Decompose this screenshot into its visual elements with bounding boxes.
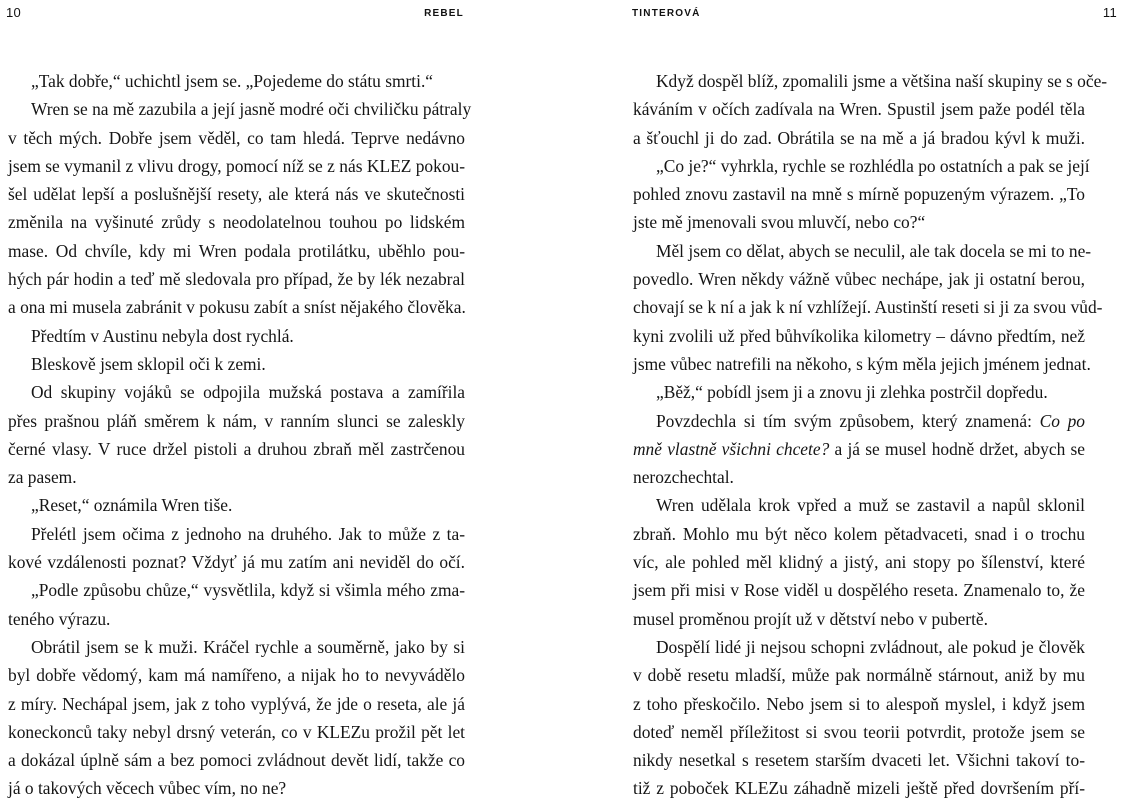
- text-line-content: teného výrazu.: [8, 608, 111, 629]
- text-line: [8, 718, 465, 746]
- text-line-content: Když dospěl blíž, zpomalili jsme a většina naší skupiny se s oče-: [656, 71, 1108, 91]
- text-line-content: za pasem.: [8, 467, 77, 488]
- text-line: [8, 463, 465, 491]
- text-line-content: Od skupiny vojáků se odpojila mužská postava a zamířila: [31, 382, 465, 403]
- text-line-content: jste mě jmenovali svou mluvčí, nebo co?“: [633, 212, 926, 233]
- text-line-content: „Podle způsobu chůze,“ vysvětlila, když si všimla mého zma-: [31, 580, 465, 601]
- text-line: [633, 605, 1085, 633]
- text-line-content: v době resetu mladší, může pak normálně stárnout, aniž by mu: [633, 665, 1085, 686]
- text-line-content: tiž z poboček KLEZu záhadně mizeli ještě před dovršením pří-: [633, 778, 1085, 799]
- text-line: [8, 774, 465, 800]
- text-line-content: „Co je?“ vyhrkla, rychle se rozhlédla po ostatních a pak se její: [656, 155, 1090, 176]
- text-line: [8, 746, 465, 774]
- text-line: [633, 690, 1085, 718]
- text-line: [633, 718, 1085, 746]
- text-line: [633, 661, 1085, 689]
- text-line-content: zbraň. Mohlo mu být něco kolem pětadvaceti, snad i o trochu: [633, 523, 1085, 544]
- text-line-content: kyni zvolili už před bůhvíkolika kilometry – dávno předtím, než: [633, 325, 1085, 346]
- left-body-text: [8, 67, 472, 800]
- text-line-content: nikdy nesetkal s resetem starším dvaceti let. Všichni takoví to-: [633, 750, 1085, 771]
- text-line: [633, 95, 1085, 123]
- text-line-content: jsme vůbec natrefili na někoho, s kým měla jejich jménem jednat.: [633, 353, 1091, 374]
- text-line-content: z toho přeskočilo. Nebo jsem si to alespoň myslel, i když jsem: [633, 693, 1085, 714]
- text-line-content: Wren udělala krok vpřed a muž se zastavil a napůl sklonil: [656, 495, 1085, 516]
- left-page-number: 10: [6, 5, 22, 20]
- text-line-content: přes prašnou pláň směrem k nám, v ranním slunci se zaleskly: [8, 410, 465, 431]
- text-line-content: Předtím v Austinu nebyla dost rychlá.: [31, 325, 294, 346]
- text-line-content: a dokázal úplně sám a bez pomoci zvládnout devět lidí, takže co: [8, 750, 465, 771]
- text-line: [8, 322, 465, 350]
- text-line: [633, 237, 1092, 265]
- text-line: [8, 520, 465, 548]
- text-line-content: Bleskově jsem sklopil oči k zemi.: [31, 353, 266, 374]
- text-line-content: změnila na vyšinuté zrůdy s neodolatelnou touhou po lidském: [8, 212, 465, 233]
- text-line-content: a ona mi musela zabránit v pokusu zabít a sníst nějakého člověka.: [8, 297, 466, 318]
- right-page: [563, 0, 1126, 800]
- text-line-content: byl dobře vědomý, kam má namířeno, a nijak ho to nevyvádělo: [8, 665, 465, 686]
- text-line: [633, 576, 1085, 604]
- text-line-content: šel udělat lepší a poslušnější resety, ale která nás ve skutečnosti: [8, 184, 465, 205]
- text-line-content: Obrátil jsem se k muži. Kráčel rychle a souměrně, jako by si: [31, 636, 465, 657]
- text-line: [633, 208, 1085, 236]
- left-running-head: REBEL: [424, 8, 464, 19]
- text-line: [633, 520, 1085, 548]
- text-line: [8, 265, 465, 293]
- text-line: [8, 124, 465, 152]
- right-running-head: TINTEROVÁ: [632, 8, 701, 19]
- text-line: [633, 435, 1085, 463]
- text-line: [8, 180, 465, 208]
- text-line-content: povedlo. Wren někdy vážně vůbec nechápe, jak ji ostatní berou,: [633, 269, 1085, 290]
- text-line: [8, 407, 465, 435]
- text-line-content: Dospělí lidé ji nejsou schopni zvládnout, ale pokud je člověk: [656, 636, 1085, 657]
- text-line: [633, 463, 1085, 491]
- text-line-content: nerozchechtal.: [633, 467, 734, 488]
- text-line-content: hých pár hodin a teď mě sledovala pro případ, že by lék nezabral: [8, 269, 465, 290]
- text-line: [8, 491, 465, 519]
- right-page-number: 11: [1102, 5, 1117, 20]
- text-line-content: „Běž,“ pobídl jsem ji a znovu ji zlehka postrčil dopředu.: [656, 382, 1048, 403]
- text-line-content: já o takových věcech vůbec vím, no ne?: [8, 778, 287, 799]
- text-line-content: kové vzdálenosti poznat? Vždyť já mu zatím ani neviděl do očí.: [8, 552, 465, 573]
- text-line: [8, 350, 465, 378]
- text-line: [633, 746, 1085, 774]
- text-line: [633, 548, 1085, 576]
- text-line-content: Měl jsem co dělat, abych se neculil, ale tak docela se mi to ne-: [656, 240, 1092, 261]
- text-line: [8, 95, 472, 123]
- text-line-content: jsem při misi v Rose viděl u dospělého reseta. Znamenalo to, že: [633, 580, 1085, 601]
- text-line: [633, 378, 1085, 406]
- text-line: [633, 350, 1091, 378]
- text-line-content: Přelétl jsem očima z jednoho na druhého. Jak to může z ta-: [31, 523, 465, 544]
- text-line: [8, 152, 465, 180]
- text-line: [633, 180, 1085, 208]
- text-line-content: „Tak dobře,“ uchichtl jsem se. „Pojedeme do státu smrti.“: [31, 71, 434, 91]
- text-line-content: jsem se vymanil z vlivu drogy, pomocí níž se z nás KLEZ pokou-: [8, 155, 465, 176]
- text-line: [8, 237, 465, 265]
- text-line-content: Wren se na mě zazubila a její jasně modré oči chviličku pátraly: [31, 99, 472, 120]
- text-line-content: černé vlasy. V ruce držel pistoli a druhou zbraň měl zastrčenou: [8, 438, 465, 459]
- text-line: [633, 407, 1085, 435]
- text-line: [8, 661, 465, 689]
- text-line-content: z míry. Nechápal jsem, jak z toho vyplývá, že jde o reseta, ale já: [8, 693, 465, 714]
- text-line: [633, 152, 1090, 180]
- text-line-content: víc, ale pohled měl klidný a jistý, ani stopy po šílenství, které: [633, 552, 1085, 573]
- text-line-content: káváním v očích zadívala na Wren. Spustil jsem paže podél těla: [633, 99, 1085, 120]
- text-line: [8, 208, 465, 236]
- text-line: [633, 265, 1085, 293]
- text-line-content: v těch mých. Dobře jsem věděl, co tam hledá. Teprve nedávno: [8, 127, 465, 148]
- text-line: [633, 491, 1085, 519]
- text-line-content: pohled znovu zastavil na mně s mírně popuzeným výrazem. „To: [633, 184, 1085, 205]
- text-line: [8, 548, 465, 576]
- text-line-content: Povzdechla si tím svým způsobem, který znamená:: [656, 410, 1040, 431]
- text-line: [8, 633, 465, 661]
- text-line: [8, 67, 465, 95]
- text-line: [633, 322, 1085, 350]
- text-line-content: musel proměnou projít už v dětství nebo v pubertě.: [633, 608, 988, 629]
- text-line-content: doteď neměl příležitost si svou teorii potvrdit, protože jsem se: [633, 721, 1085, 742]
- text-line: [633, 67, 1108, 95]
- text-line-italic: Co po: [1039, 410, 1085, 431]
- right-body-text: [633, 67, 1108, 800]
- text-line: [8, 605, 465, 633]
- text-line: [8, 576, 465, 604]
- text-line: [633, 633, 1085, 661]
- text-line: [633, 124, 1085, 152]
- text-line-content: „Reset,“ oznámila Wren tiše.: [31, 495, 233, 516]
- text-line-italic: mně vlastně všichni chcete?: [633, 438, 830, 459]
- text-line-content: koneckonců taky nebyl drsný veterán, co v KLEZu prožil pět let: [8, 721, 465, 742]
- text-line: [633, 293, 1103, 321]
- text-line: [8, 293, 465, 321]
- text-line: [8, 378, 465, 406]
- text-line-content: chovají se k ní a jak k ní vzhlížejí. Austinští reseti si ji za svou vůd-: [633, 297, 1103, 318]
- text-line-content: a já se musel hodně držet, abych se: [829, 438, 1085, 459]
- text-line-content: mase. Od chvíle, kdy mi Wren podala protilátku, uběhlo pou-: [8, 240, 465, 261]
- text-line: [8, 435, 465, 463]
- text-line: [8, 690, 465, 718]
- text-line: [633, 774, 1085, 800]
- text-line-content: a šťouchl ji do zad. Obrátila se na mě a já bradou kývl k muži.: [633, 127, 1085, 148]
